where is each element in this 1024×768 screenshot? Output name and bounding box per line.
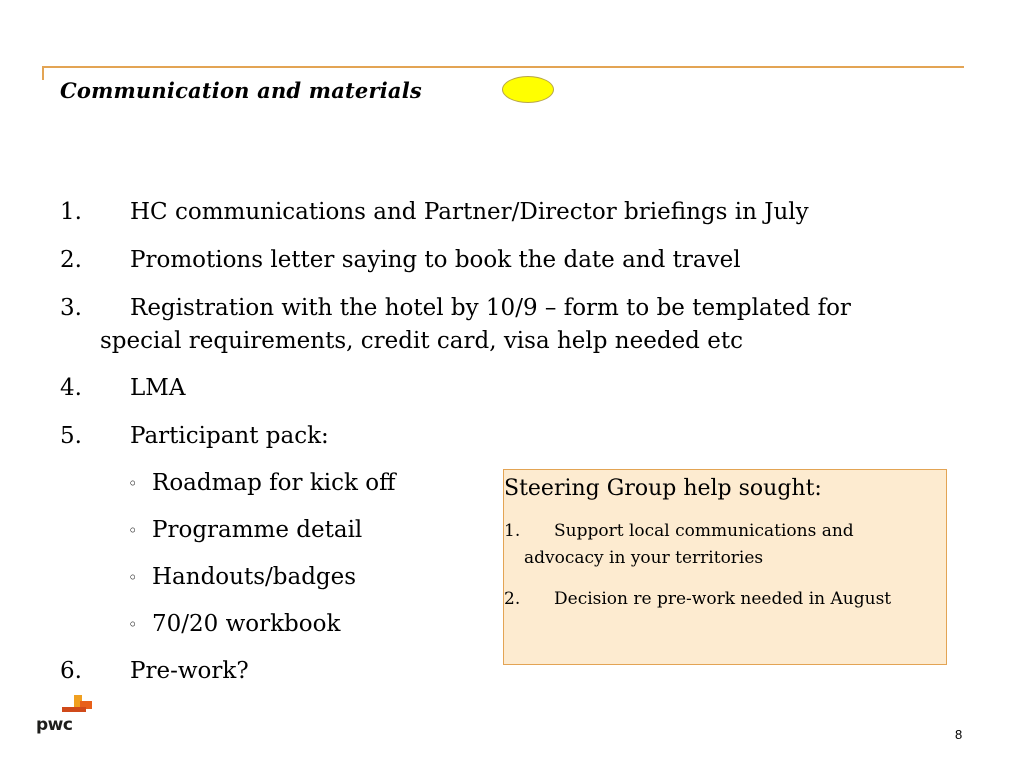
sub-list-item-text: Programme detail [152, 517, 363, 543]
callout-item-number: 2. [504, 589, 521, 609]
pwc-logo-icon [36, 693, 96, 717]
list-item-text: Promotions letter saying to book the date and travel [130, 247, 741, 273]
steering-group-callout [503, 469, 947, 665]
callout-item-continuation: advocacy in your territories [524, 548, 764, 568]
callout-heading: Steering Group help sought: [504, 476, 822, 501]
yellow-oval-marker [502, 76, 554, 103]
list-item-text: Participant pack: [130, 423, 329, 449]
list-item-continuation: special requirements, credit card, visa help needed etc [100, 328, 743, 354]
page-number: 8 [955, 727, 963, 742]
pwc-logo [36, 693, 96, 741]
callout-item-number: 1. [504, 521, 521, 541]
list-item-number: 2. [60, 247, 82, 273]
list-item-text: HC communications and Partner/Director briefings in July [130, 199, 809, 225]
list-item-number: 3. [60, 295, 82, 321]
list-item-text: Registration with the hotel by 10/9 – form to be templated for [130, 295, 851, 321]
sub-list-item-text: 70/20 workbook [152, 611, 341, 637]
pwc-wordmark: pwc [36, 715, 73, 735]
list-item-number: 1. [60, 199, 82, 225]
bullet-icon: ◦ [128, 568, 138, 587]
title-frame-line [42, 66, 964, 68]
title-frame-corner [42, 66, 44, 80]
slide-title: Communication and materials [60, 78, 422, 103]
callout-item-text: Support local communications and [554, 521, 854, 541]
callout-item-text: Decision re pre-work needed in August [554, 589, 892, 609]
bullet-icon: ◦ [128, 474, 138, 493]
list-item-number: 4. [60, 375, 82, 401]
bullet-icon: ◦ [128, 615, 138, 634]
list-item-number: 6. [60, 658, 82, 684]
list-item-text: LMA [130, 375, 186, 401]
sub-list-item-text: Handouts/badges [152, 564, 357, 590]
bullet-icon: ◦ [128, 521, 138, 540]
list-item-number: 5. [60, 423, 82, 449]
sub-list-item-text: Roadmap for kick off [152, 470, 396, 496]
list-item-text: Pre-work? [130, 658, 249, 684]
